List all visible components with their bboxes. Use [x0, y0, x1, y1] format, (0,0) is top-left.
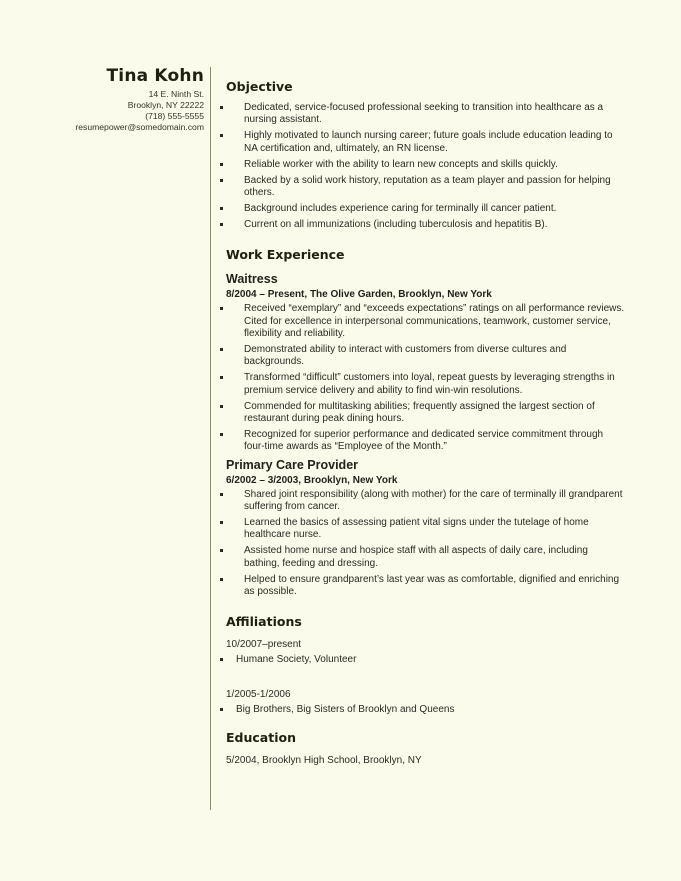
bullet-icon: [220, 578, 223, 581]
affiliation-dates: 1/2005-1/2006: [226, 688, 291, 700]
job-duties-list: [226, 489, 626, 599]
job-entry: [226, 458, 626, 599]
bullet-icon: [220, 223, 223, 226]
affiliation-dates: 10/2007–present: [226, 639, 302, 651]
list-item: Demonstrated ability to interact with customers from diverse cultures and backgrounds.: [220, 344, 626, 369]
list-item: Commended for multitasking abilities; frequently assigned the largest section of restaurant during peak dining hours.: [220, 401, 626, 426]
bullet-icon: [220, 708, 223, 711]
affiliations-section: [226, 614, 626, 716]
list-item: Learned the basics of assessing patient vital signs under the tutelage of home healthcare nurse.: [220, 517, 626, 542]
section-title-objective: Objective: [226, 79, 293, 94]
affiliation-list: [226, 654, 626, 666]
bullet-icon: [220, 134, 223, 137]
affiliation-list: [226, 704, 626, 716]
job-title: Waitress: [226, 272, 278, 287]
bullet-icon: [220, 658, 223, 661]
bullet-icon: [220, 179, 223, 182]
job-entry: [226, 272, 626, 453]
job-meta: 6/2002 – 3/2003, Brooklyn, New York: [226, 474, 398, 486]
list-item: Highly motivated to launch nursing career; future goals include education leading to NA certification and, ultimately, an RN license.: [220, 130, 626, 155]
email: resumepower@somedomain.com: [75, 122, 204, 132]
list-item: Received “exemplary” and “exceeds expectations” ratings on all performance reviews. Cited for excellence in interpersonal communications, teamwork, customer service, flexibility and reliability.: [220, 303, 626, 340]
section-title-affiliations: Affiliations: [226, 614, 302, 630]
list-item: Helped to ensure grandparent’s last year was as comfortable, dignified and enriching as possible.: [220, 574, 626, 599]
candidate-name: Tina Kohn: [106, 66, 204, 86]
list-item: Assisted home nurse and hospice staff with all aspects of daily care, including bathing, feeding and dressing.: [220, 545, 626, 570]
objective-list: [226, 102, 626, 231]
objective-section: [226, 79, 626, 231]
list-item: Reliable worker with the ability to learn new concepts and skills quickly.: [220, 159, 626, 171]
bullet-icon: [220, 376, 223, 379]
address-line-1: 14 E. Ninth St.: [148, 89, 204, 99]
list-item: Recognized for superior performance and dedicated service commitment through four-time awards as “Employee of the Month.”: [220, 429, 626, 454]
bullet-icon: [220, 521, 223, 524]
bullet-icon: [220, 433, 223, 436]
bullet-icon: [220, 549, 223, 552]
contact-block: [40, 66, 204, 133]
education-entry: 5/2004, Brooklyn High School, Brooklyn, NY: [226, 755, 422, 767]
bullet-icon: [220, 106, 223, 109]
bullet-icon: [220, 493, 223, 496]
vertical-divider: [210, 67, 211, 810]
list-item: Backed by a solid work history, reputation as a team player and passion for helping others.: [220, 175, 626, 200]
list-item: Big Brothers, Big Sisters of Brooklyn and Queens: [220, 704, 626, 716]
list-item: Humane Society, Volunteer: [220, 654, 626, 666]
bullet-icon: [220, 307, 223, 310]
bullet-icon: [220, 348, 223, 351]
job-title: Primary Care Provider: [226, 457, 359, 472]
work-experience-section: [226, 247, 626, 598]
list-item: Background includes experience caring for terminally ill cancer patient.: [220, 203, 626, 215]
bullet-icon: [220, 207, 223, 210]
list-item: Current on all immunizations (including tuberculosis and hepatitis B).: [220, 219, 626, 231]
phone: (718) 555-5555: [145, 111, 204, 121]
bullet-icon: [220, 405, 223, 408]
job-meta: 8/2004 – Present, The Olive Garden, Brooklyn, New York: [226, 289, 492, 301]
address-line-2: Brooklyn, NY 22222: [127, 100, 204, 110]
list-item: Transformed “difficult” customers into loyal, repeat guests by leveraging strengths in premium service delivery and ability to find win-win resolutions.: [220, 372, 626, 397]
list-item: Shared joint responsibility (along with mother) for the care of terminally ill grandparent suffering from cancer.: [220, 489, 626, 514]
list-item: Dedicated, service-focused professional seeking to transition into healthcare as a nursing assistant.: [220, 102, 626, 127]
job-duties-list: [226, 303, 626, 453]
section-title-education: Education: [226, 730, 296, 746]
section-title-work-experience: Work Experience: [226, 247, 345, 263]
education-section: [226, 730, 626, 766]
resume-body: [226, 79, 626, 766]
bullet-icon: [220, 163, 223, 166]
